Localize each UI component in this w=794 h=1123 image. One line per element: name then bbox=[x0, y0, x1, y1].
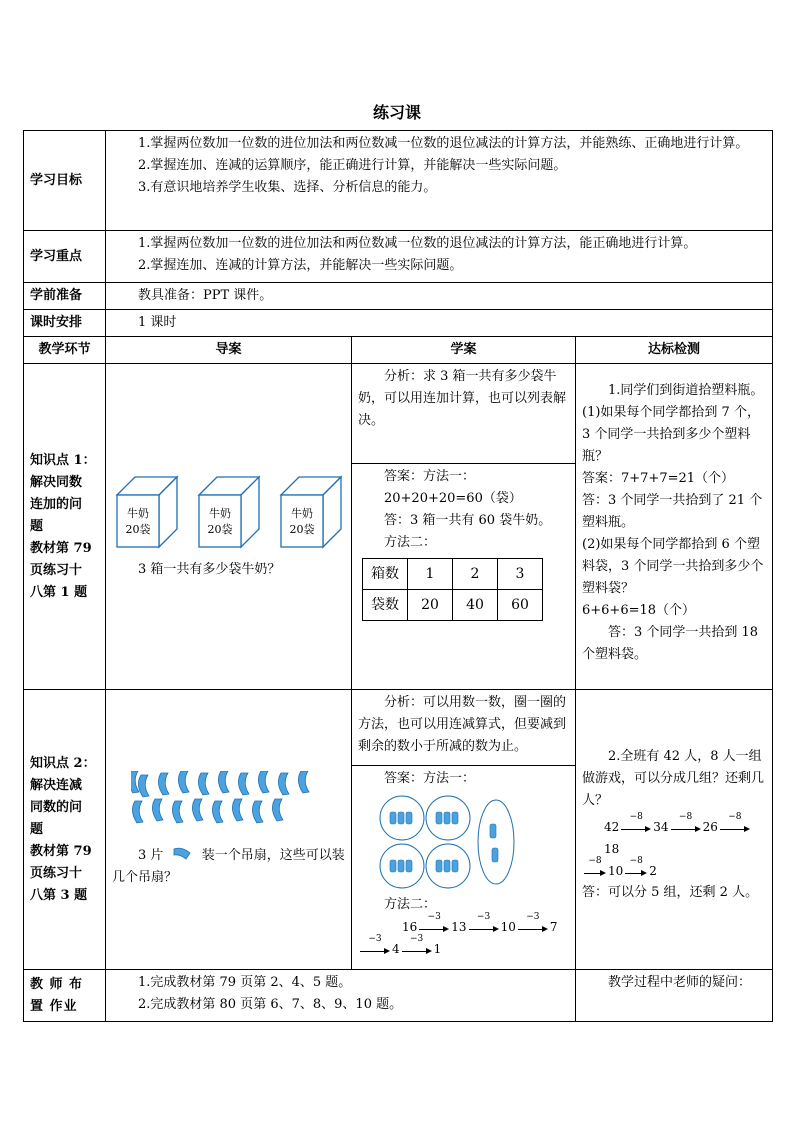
kp1-method2: 方法二： bbox=[384, 535, 437, 550]
kp1-study bbox=[352, 364, 576, 690]
check-line: (1)如果每个同学都拾到 7 个，3 个同学一共拾到多少个塑料瓶？ bbox=[582, 405, 760, 464]
kp2-guide bbox=[106, 690, 352, 970]
seq-number: 16 bbox=[402, 920, 418, 934]
kp2-label-line: 解决连减 bbox=[30, 777, 83, 793]
svg-text:牛奶: 牛奶 bbox=[208, 506, 231, 520]
key-item: 2.掌握连加、连减的计算方法，并能解决一些实际问题。 bbox=[138, 258, 463, 273]
kp2-check-question: 2.全班有 42 人，8 人一组做游戏，可以分成几组？还剩几人？ bbox=[582, 749, 765, 808]
lesson-table bbox=[23, 130, 773, 1022]
arrow-icon: −8 bbox=[582, 865, 608, 879]
schedule-text: 1 课时 bbox=[106, 310, 773, 337]
table-cell: 袋数 bbox=[363, 590, 408, 621]
kp2-label-line: 知识点 2： bbox=[30, 755, 96, 771]
check-line: 答案：7+7+7=21（个） bbox=[582, 471, 735, 486]
kp1-guide bbox=[106, 364, 352, 690]
goal-item: 2.掌握连加、连减的运算顺序，能正确进行计算，并能解决一些实际问题。 bbox=[138, 158, 567, 173]
table-cell: 40 bbox=[453, 590, 498, 621]
arrow-icon: −8 bbox=[669, 821, 703, 835]
kp1-answer-text: 答：3 箱一共有 60 袋牛奶。 bbox=[384, 513, 552, 528]
goals-content bbox=[106, 131, 773, 231]
kp1-count-table bbox=[362, 558, 543, 621]
homework-label: 教 师 布 置 作业 bbox=[24, 970, 106, 1022]
kp2-check-sequence-line2 bbox=[582, 855, 766, 882]
kp2-question-part1: 3 片 bbox=[138, 847, 164, 863]
seq-number: 26 bbox=[702, 820, 718, 834]
kp1-check bbox=[576, 364, 773, 690]
header-guide: 导案 bbox=[106, 337, 352, 364]
kp2-label bbox=[24, 690, 106, 970]
svg-text:牛奶: 牛奶 bbox=[126, 506, 149, 520]
table-cell: 箱数 bbox=[363, 559, 408, 590]
check-line: 答：3 个同学一共拾到 18 个塑料袋。 bbox=[582, 625, 759, 662]
kp2-question bbox=[112, 845, 345, 889]
homework-item: 2.完成教材第 80 页第 6、7、8、9、10 题。 bbox=[138, 997, 403, 1012]
schedule-label: 课时安排 bbox=[24, 310, 106, 337]
seq-number: 1 bbox=[433, 942, 442, 956]
kp2-label-line: 教材第 79 bbox=[30, 843, 92, 859]
seq-number: 34 bbox=[653, 820, 669, 834]
milk-box bbox=[199, 477, 259, 547]
kp1-label-line: 知识点 1： bbox=[30, 452, 96, 468]
fan-blade-icon bbox=[172, 847, 194, 863]
kp1-answer-head: 答案：方法一： bbox=[384, 469, 476, 484]
kp2-label-line: 八第 3 题 bbox=[30, 887, 88, 903]
kp1-label-line: 页练习十 bbox=[30, 562, 83, 578]
goals-label: 学习目标 bbox=[24, 131, 106, 231]
table-cell: 3 bbox=[498, 559, 543, 590]
key-content bbox=[106, 231, 773, 283]
goal-item: 3.有意识地培养学生收集、选择、分析信息的能力。 bbox=[138, 180, 437, 195]
seq-number: 4 bbox=[392, 942, 400, 956]
page-title: 练习课 bbox=[372, 103, 421, 122]
header-stage: 教学环节 bbox=[24, 337, 106, 364]
arrow-icon: −3 bbox=[516, 921, 550, 935]
kp2-study bbox=[352, 690, 576, 970]
svg-text:牛奶: 牛奶 bbox=[290, 506, 313, 520]
svg-text:20袋: 20袋 bbox=[125, 522, 150, 536]
teacher-doubt: 教学过程中老师的疑问： bbox=[576, 970, 773, 1022]
kp1-label-line: 八第 1 题 bbox=[30, 584, 88, 600]
blade-rows bbox=[131, 771, 309, 823]
svg-text:20袋: 20袋 bbox=[207, 522, 232, 536]
kp2-analysis: 分析：可以用数一数，圈一圈的方法，也可以用连减算式，但要减到剩余的数小于所减的数为止。 bbox=[358, 695, 567, 754]
homework-item: 1.完成教材第 79 页第 2、4、5 题。 bbox=[138, 975, 352, 990]
table-cell: 1 bbox=[408, 559, 453, 590]
table-cell: 2 bbox=[453, 559, 498, 590]
seq-number: 13 bbox=[451, 920, 467, 934]
seq-number: 18 bbox=[604, 842, 620, 856]
kp1-label bbox=[24, 364, 106, 690]
check-line: 6+6+6=18（个） bbox=[582, 603, 696, 618]
arrow-icon: −3 bbox=[400, 943, 434, 957]
grouping-circles-illustration bbox=[378, 792, 518, 892]
kp2-label-line: 页练习十 bbox=[30, 865, 83, 881]
arrow-icon: −3 bbox=[467, 921, 501, 935]
kp2-method2: 方法二： bbox=[384, 897, 437, 912]
arrow-icon: −3 bbox=[417, 921, 451, 935]
kp1-analysis: 分析：求 3 箱一共有多少袋牛奶，可以用连加计算，也可以列表解决。 bbox=[358, 369, 567, 428]
homework-content bbox=[106, 970, 576, 1022]
kp2-question-part2: 装一个吊扇，这些可以装几个吊扇？ bbox=[112, 847, 345, 885]
kp2-check-answer: 答：可以分 5 组，还剩 2 人。 bbox=[582, 885, 759, 900]
seq-number: 2 bbox=[649, 864, 657, 878]
check-line: (2)如果每个同学都拾到 6 个塑料袋，3 个同学一共拾到多少个塑料袋？ bbox=[582, 537, 764, 596]
milk-box bbox=[117, 477, 177, 547]
kp2-answer-head: 答案：方法一： bbox=[384, 771, 476, 786]
kp2-check bbox=[576, 690, 773, 970]
seq-number: 7 bbox=[549, 920, 558, 934]
seq-number: 10 bbox=[608, 864, 624, 878]
check-line: 答：3 个同学一共拾到了 21 个塑料瓶。 bbox=[582, 493, 763, 530]
table-cell: 20 bbox=[408, 590, 453, 621]
kp1-label-line: 连加的问 bbox=[30, 496, 83, 512]
seq-number: 10 bbox=[500, 920, 516, 934]
arrow-icon: −8 bbox=[718, 821, 752, 835]
kp2-label-line: 题 bbox=[30, 821, 44, 837]
kp1-label-line: 教材第 79 bbox=[30, 540, 92, 556]
arrow-icon: −8 bbox=[619, 821, 653, 835]
prep-text: 教具准备：PPT 课件。 bbox=[106, 283, 773, 310]
check-line: 1.同学们到街道拾塑料瓶。 bbox=[608, 383, 764, 398]
kp1-answer-eq: 20+20+20=60（袋） bbox=[384, 491, 522, 506]
table-cell: 60 bbox=[498, 590, 543, 621]
milk-box bbox=[281, 477, 341, 547]
kp2-sequence-line2 bbox=[358, 933, 569, 960]
milk-boxes-illustration bbox=[113, 473, 345, 553]
goal-item: 1.掌握两位数加一位数的进位加法和两位数减一位数的退位减法的计算方法，并能熟练、正确地进行计算。 bbox=[138, 136, 749, 151]
prep-label: 学前准备 bbox=[24, 283, 106, 310]
seq-number: 42 bbox=[604, 820, 620, 834]
fan-blades-illustration bbox=[131, 771, 327, 831]
kp2-label-line: 同数的问 bbox=[30, 799, 83, 815]
header-check: 达标检测 bbox=[576, 337, 773, 364]
arrow-icon: −8 bbox=[623, 865, 649, 879]
svg-text:20袋: 20袋 bbox=[289, 522, 314, 536]
arrow-icon: −3 bbox=[358, 943, 392, 957]
key-label: 学习重点 bbox=[24, 231, 106, 283]
kp1-label-line: 解决同数 bbox=[30, 474, 83, 490]
header-study: 学案 bbox=[352, 337, 576, 364]
kp1-question: 3 箱一共有多少袋牛奶？ bbox=[138, 561, 281, 577]
kp2-check-sequence-line1 bbox=[582, 811, 766, 860]
kp1-label-line: 题 bbox=[30, 518, 44, 534]
key-item: 1.掌握两位数加一位数的进位加法和两位数减一位数的退位减法的计算方法，能正确地进行计算。 bbox=[138, 236, 697, 251]
